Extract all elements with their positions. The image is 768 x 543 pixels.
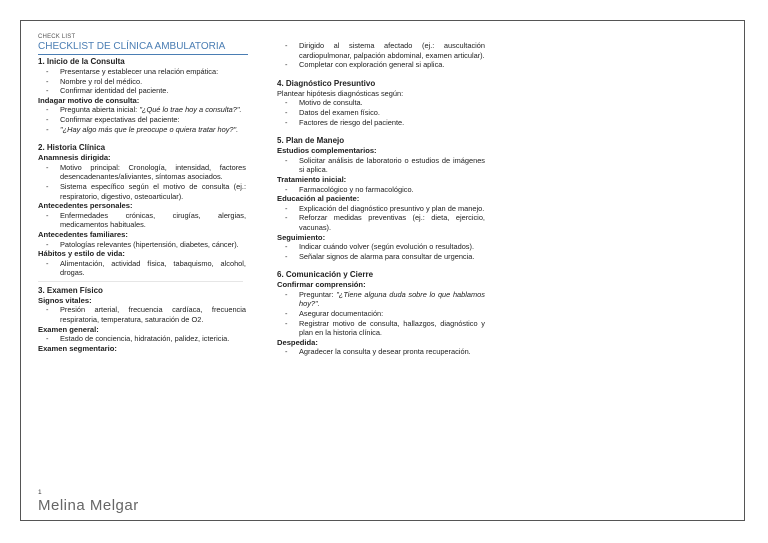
list-item	[277, 290, 487, 309]
section-3-sub2: Examen general:	[38, 324, 99, 334]
section-2-sub4: Hábitos y estilo de vida:	[38, 249, 125, 259]
section-2-sub1: Anamnesis dirigida:	[38, 153, 111, 163]
section-1-list	[38, 67, 248, 96]
page-number: 1	[38, 489, 42, 496]
list-item: - Motivo principal: Cronología, intensidad, factores desencadenantes/aliviantes, síntomas asociados.	[38, 163, 248, 182]
section-6-sub2: Despedida:	[277, 337, 318, 347]
list-item: - Solicitar análisis de laboratorio o estudios de imágenes si aplica.	[277, 156, 487, 175]
list-item: - Indicar cuándo volver (según evolución o resultados).	[277, 242, 487, 252]
section-4-title: 4. Diagnóstico Presuntivo	[277, 78, 376, 88]
list-item: - Confirmar expectativas del paciente:	[38, 115, 248, 125]
section-3-sub3: Examen segmentario:	[38, 343, 117, 353]
section-5-sub2-list	[277, 185, 487, 195]
list-item: - Farmacológico y no farmacológico.	[277, 185, 487, 195]
section-3-sub1-list	[38, 305, 248, 324]
list-item: - Registrar motivo de consulta, hallazgos, diagnóstico y plan en la historia clínica.	[277, 319, 487, 338]
section-6-title: 6. Comunicación y Cierre	[277, 270, 374, 280]
list-item: - Presentarse y establecer una relación empática:	[38, 67, 248, 77]
list-item-quote: "¿Qué lo trae hoy a consulta?".	[139, 105, 242, 115]
author-name: Melina Melgar	[38, 497, 139, 514]
section-5-sub4-list	[277, 242, 487, 261]
section-3-sub3-list	[277, 41, 487, 70]
section-4-intro: Plantear hipótesis diagnósticas según:	[277, 88, 404, 98]
section-5-sub3-list	[277, 204, 487, 233]
section-2-sub2-list	[38, 211, 248, 230]
section-2-title: 2. Historia Clínica	[38, 143, 106, 153]
section-6-sub1: Confirmar comprensión:	[277, 280, 366, 290]
list-item: - Alimentación, actividad física, tabaquismo, alcohol, drogas.	[38, 259, 248, 278]
list-item: - Completar con exploración general si aplica.	[277, 60, 487, 70]
section-2-sub2: Antecedentes personales:	[38, 201, 133, 211]
list-item: - Enfermedades crónicas, cirugías, alergias, medicamentos habituales.	[38, 211, 248, 230]
section-4-list	[277, 98, 487, 127]
list-item: - Explicación del diagnóstico presuntivo y plan de manejo.	[277, 204, 487, 214]
section-5-sub1-list	[277, 156, 487, 175]
doc-eyebrow: CHECK LIST	[38, 34, 76, 40]
section-3-sub1: Signos vitales:	[38, 295, 92, 305]
list-item: - Reforzar medidas preventivas (ej.: dieta, ejercicio, vacunas).	[277, 213, 487, 232]
section-2-sub3-list	[38, 240, 248, 250]
section-3-title: 3. Examen Físico	[38, 285, 103, 295]
section-5-sub1: Estudios complementarios:	[277, 146, 377, 156]
list-item: - Patologías relevantes (hipertensión, diabetes, cáncer).	[38, 240, 248, 250]
list-item: - Señalar signos de alarma para consultar de urgencia.	[277, 252, 487, 262]
list-item: - Dirigido al sistema afectado (ej.: auscultación cardiopulmonar, palpación abdominal, examen articular).	[277, 41, 487, 60]
list-item: - Presión arterial, frecuencia cardíaca, frecuencia respiratoria, temperatura, saturación de O2.	[38, 305, 248, 324]
list-item: - Factores de riesgo del paciente.	[277, 118, 487, 128]
list-item-text: Pregunta abierta inicial:	[60, 105, 138, 115]
section-6-sub2-list	[277, 347, 487, 357]
section-1-sublist	[38, 105, 248, 134]
section-1-title: 1. Inicio de la Consulta	[38, 57, 125, 66]
list-item	[38, 105, 248, 115]
list-item: - Estado de conciencia, hidratación, palidez, ictericia.	[38, 334, 248, 344]
doc-title: CHECKLIST DE CLÍNICA AMBULATORIA	[38, 41, 248, 55]
list-item: - Motivo de consulta.	[277, 98, 487, 108]
section-1-subtitle: Indagar motivo de consulta:	[38, 95, 140, 105]
section-6-sub1-list	[277, 290, 487, 338]
right-column	[277, 41, 487, 357]
list-item: - "¿Hay algo más que le preocupe o quiera tratar hoy?".	[38, 125, 248, 135]
section-5-sub2: Tratamiento inicial:	[277, 174, 347, 184]
list-item: - Asegurar documentación:	[277, 309, 487, 319]
section-2-sub1-list	[38, 163, 248, 201]
list-item: - Nombre y rol del médico.	[38, 77, 248, 87]
section-2-sub3: Antecedentes familiares:	[38, 229, 128, 239]
list-item-text: Preguntar:	[299, 289, 334, 299]
section-3-sub2-list	[38, 334, 248, 344]
left-column	[38, 33, 248, 353]
list-item: - Confirmar identidad del paciente.	[38, 86, 248, 96]
section-5-sub3: Educación al paciente:	[277, 194, 360, 204]
section-5-sub4: Seguimiento:	[277, 232, 326, 242]
list-item-quote: "¿Tiene alguna duda sobre lo que hablamos hoy?".	[299, 289, 485, 309]
list-item: - Agradecer la consulta y desear pronta recuperación.	[277, 347, 487, 357]
list-item: - Datos del examen físico.	[277, 108, 487, 118]
section-5-title: 5. Plan de Manejo	[277, 136, 345, 146]
list-item: - Sistema específico según el motivo de consulta (ej.: respiratorio, digestivo, osteoarticular).	[38, 182, 248, 201]
section-2-sub4-list	[38, 259, 248, 278]
